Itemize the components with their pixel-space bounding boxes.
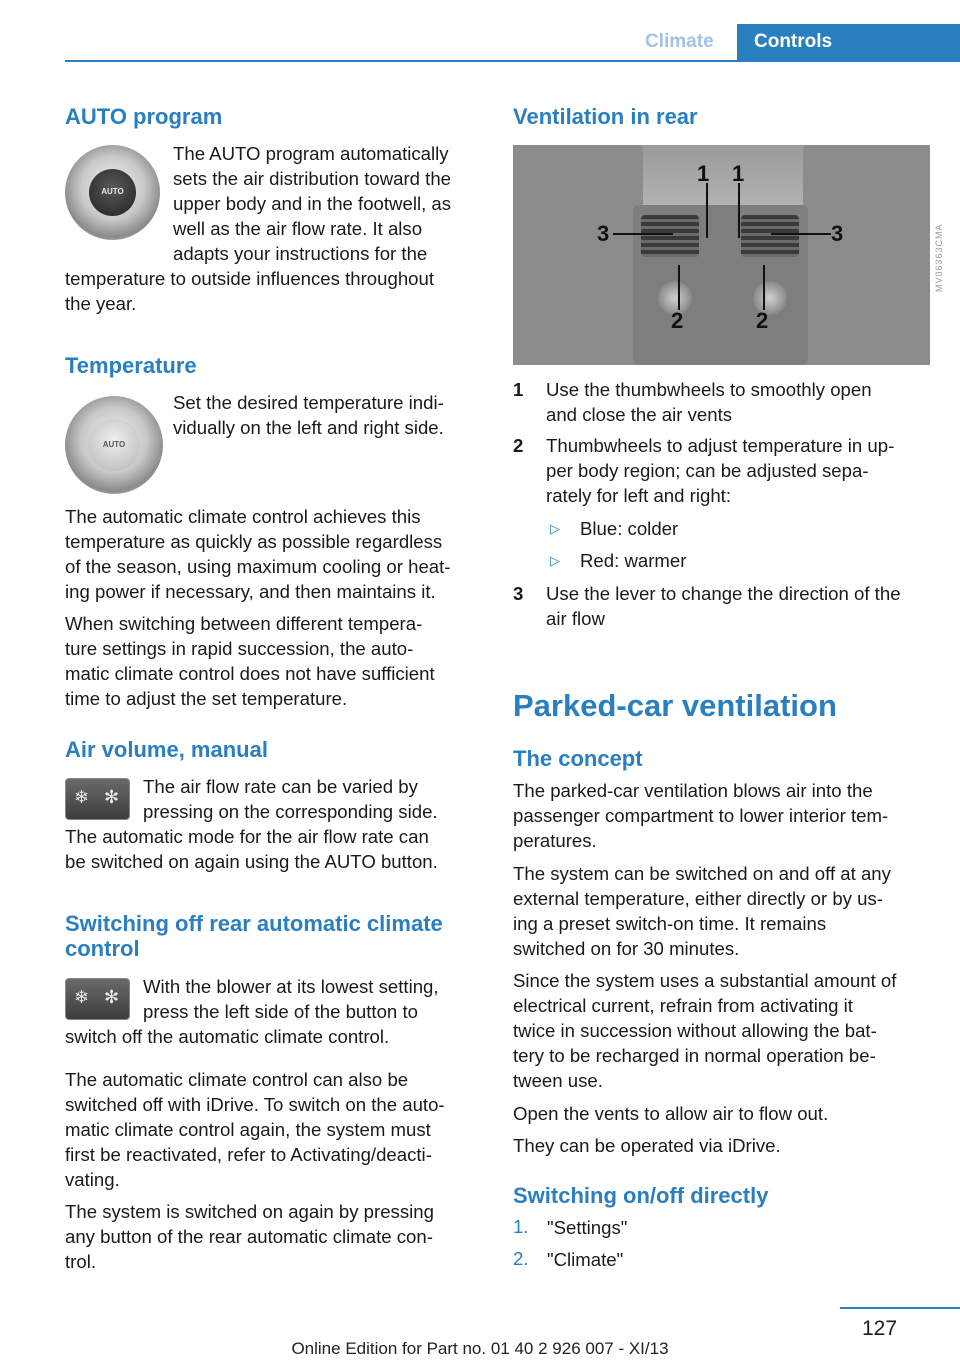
fan-high-icon: ✻: [104, 787, 120, 807]
air-text-line: The air flow rate can be varied by: [143, 776, 418, 797]
heading-the-concept: The concept: [513, 746, 643, 771]
list-item-number: 3: [513, 583, 524, 604]
parked-para-line: The system can be switched on and off at any: [513, 863, 891, 884]
heading-switch-off-line1: Switching off rear automatic climate: [65, 911, 443, 936]
list-item-line: Thumbwheels to adjust temperature in up-: [546, 435, 895, 456]
auto-text-line: sets the air distribution toward the: [173, 168, 452, 189]
temp-para-line: The automatic climate control achieves this: [65, 506, 421, 527]
parked-para-line: electrical current, refrain from activating it: [513, 995, 853, 1016]
image-code: MV06363CMA: [934, 223, 944, 292]
off-para-line: any button of the rear automatic climate con-: [65, 1226, 433, 1247]
callout-3-right: 3: [831, 221, 844, 246]
temp-para-line: ture settings in rapid succession, the auto-: [65, 638, 414, 659]
temp-para-line: of the season, using maximum cooling or heat-: [65, 556, 451, 577]
header-tab: [737, 24, 960, 62]
auto-text-line: The AUTO program automatically: [173, 143, 449, 164]
list-item-line: Use the lever to change the direction of the: [546, 583, 901, 604]
blower-button-image: [65, 978, 130, 1020]
temp-para-line: matic climate control does not have sufficient: [65, 663, 435, 684]
parked-para-line: peratures.: [513, 830, 597, 851]
callout-2-left: 2: [671, 308, 684, 333]
air-text-line: The automatic mode for the air flow rate can: [65, 826, 429, 847]
footer-rule: [840, 1307, 960, 1309]
air-flow-button-image: [65, 778, 130, 820]
heading-air-volume: Air volume, manual: [65, 737, 268, 762]
temp-para-line: ing power if necessary, and then maintains it.: [65, 581, 436, 602]
parked-para-line: Open the vents to allow air to flow out.: [513, 1103, 829, 1124]
off-para-line: The automatic climate control can also be: [65, 1069, 409, 1090]
bullet-item: Red: warmer: [580, 550, 687, 571]
bullet-triangle-icon: ▷: [550, 521, 560, 536]
parked-para-line: tween use.: [513, 1070, 603, 1091]
off-para-line: trol.: [65, 1251, 96, 1272]
off-para-line: first be reactivated, refer to Activating/deacti-: [65, 1144, 432, 1165]
temperature-knob-label: AUTO: [102, 440, 126, 449]
fan-low-icon: ❄: [74, 787, 90, 807]
off-para-line: The system is switched on again by pressing: [65, 1201, 434, 1222]
auto-text-line: well as the air flow rate. It also: [173, 218, 423, 239]
bullet-item: Blue: colder: [580, 518, 679, 539]
list-item-line: rately for left and right:: [546, 485, 731, 506]
list-item-line: per body region; can be adjusted sepa-: [546, 460, 869, 481]
air-text-line: pressing on the corresponding side.: [143, 801, 438, 822]
auto-text-line: adapts your instructions for the: [173, 243, 428, 264]
fan-high-icon: ✻: [104, 987, 120, 1007]
page-number: 127: [862, 1317, 898, 1340]
parked-para-line: Since the system uses a substantial amount of: [513, 970, 897, 991]
list-item-number: 2: [513, 435, 524, 456]
list-item-number: 1: [513, 379, 524, 400]
callout-2-right: 2: [756, 308, 769, 333]
off-para-line: vating.: [65, 1169, 120, 1190]
auto-text-line: temperature to outside influences throughout: [65, 268, 435, 289]
step-number: 2.: [513, 1248, 529, 1269]
temp-para-line: temperature as quickly as possible regardless: [65, 531, 443, 552]
callout-1-right: 1: [732, 161, 745, 186]
temp-para-line: time to adjust the set temperature.: [65, 688, 348, 709]
auto-text-line: the year.: [65, 293, 137, 314]
rear-vents-photo: [513, 145, 930, 365]
list-item-line: and close the air vents: [546, 404, 733, 425]
parked-para-line: tery to be recharged in normal operation be-: [513, 1045, 876, 1066]
fan-low-icon: ❄: [74, 987, 90, 1007]
parked-para-line: The parked-car ventilation blows air into the: [513, 780, 873, 801]
parked-para-line: passenger compartment to lower interior tem-: [513, 805, 889, 826]
temp-text-line: vidually on the left and right side.: [173, 417, 444, 438]
temp-para-line: When switching between different tempera-: [65, 613, 423, 634]
heading-ventilation-rear: Ventilation in rear: [513, 104, 698, 129]
bullet-triangle-icon: ▷: [550, 553, 560, 568]
step-text: "Climate": [547, 1249, 624, 1270]
heading-switching-on-off-directly: Switching on/off directly: [513, 1183, 769, 1208]
off-text-line: With the blower at its lowest setting,: [143, 976, 439, 997]
off-para-line: switched off with iDrive. To switch on the auto-: [65, 1094, 445, 1115]
heading-switch-off-line2: control: [65, 936, 140, 961]
list-item-line: air flow: [546, 608, 605, 629]
parked-para-line: They can be operated via iDrive.: [513, 1135, 781, 1156]
heading-parked-car-ventilation: Parked-car ventilation: [513, 688, 837, 723]
step-text: "Settings": [547, 1217, 628, 1238]
temp-text-line: Set the desired temperature indi-: [173, 392, 444, 413]
header-section-title: Climate: [645, 31, 714, 52]
parked-para-line: external temperature, either directly or by us-: [513, 888, 883, 909]
auto-knob-label: AUTO: [101, 187, 124, 196]
auto-button-image: [65, 145, 160, 240]
heading-temperature: Temperature: [65, 353, 197, 378]
parked-para-line: ing a preset switch-on time. It remains: [513, 913, 827, 934]
edition-footer: Online Edition for Part no. 01 40 2 926 007 - XI/13: [291, 1339, 669, 1358]
parked-para-line: switched on for 30 minutes.: [513, 938, 740, 959]
callout-3-left: 3: [597, 221, 610, 246]
header-tab-label: Controls: [754, 31, 833, 52]
air-text-line: be switched on again using the AUTO button.: [65, 851, 438, 872]
off-text-line: press the left side of the button to: [143, 1001, 418, 1022]
callout-1-left: 1: [697, 161, 710, 186]
parked-para-line: twice in succession without allowing the bat-: [513, 1020, 877, 1041]
temperature-knob-image: [65, 396, 163, 494]
list-item-line: Use the thumbwheels to smoothly open: [546, 379, 872, 400]
off-text-line: switch off the automatic climate control.: [65, 1026, 390, 1047]
off-para-line: matic climate control again, the system must: [65, 1119, 431, 1140]
heading-auto-program: AUTO program: [65, 104, 223, 129]
step-number: 1.: [513, 1216, 529, 1237]
auto-text-line: upper body and in the footwell, as: [173, 193, 452, 214]
